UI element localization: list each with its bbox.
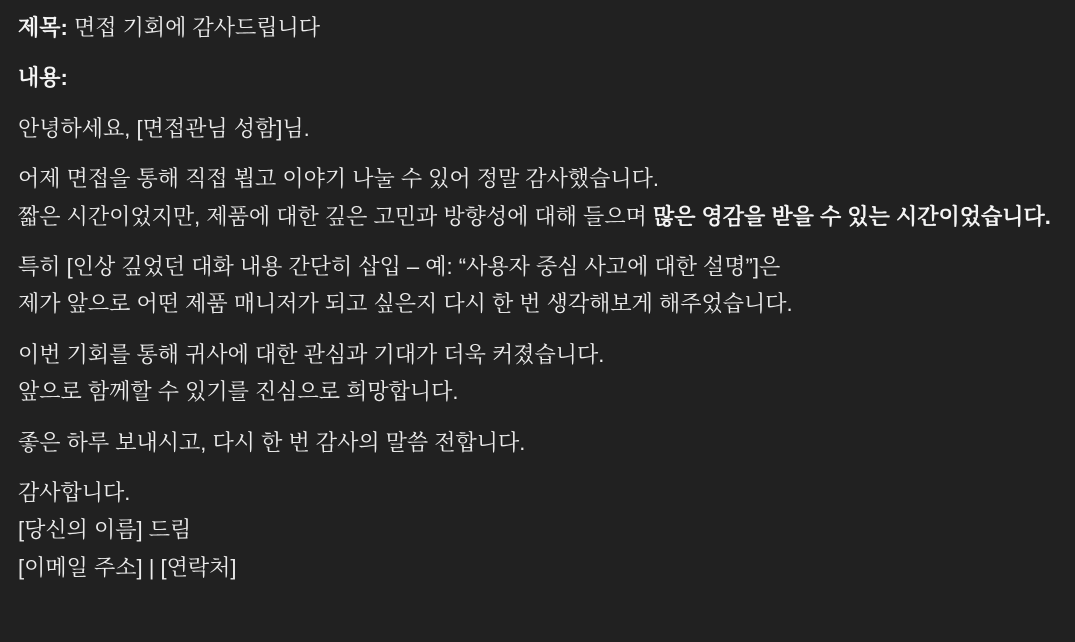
closing-text: 감사합니다. <box>18 479 131 505</box>
subject-line <box>18 9 1057 46</box>
body-label-line <box>18 59 1057 96</box>
impression-paragraph <box>18 248 1057 323</box>
greeting-text: 안녕하세요, [면접관님 성함]님. <box>18 115 310 141</box>
thanks-line2-normal: 짧은 시간이었지만, 제품에 대한 깊은 고민과 방향성에 대해 들으며 <box>18 203 653 229</box>
impression-line1: 특히 [인상 깊었던 대화 내용 간단히 삽입 – 예: “사용자 중심 사고에 대한 설명”]은 <box>18 253 781 279</box>
interest-line1: 이번 기회를 통해 귀사에 대한 관심과 기대가 더욱 커졌습니다. <box>18 341 605 367</box>
farewell-paragraph <box>18 424 1057 461</box>
greeting-paragraph <box>18 110 1057 147</box>
thanks-line1: 어제 면접을 통해 직접 뵙고 이야기 나눌 수 있어 정말 감사했습니다. <box>18 166 660 192</box>
email-template-document <box>18 9 1057 586</box>
subject-text: 면접 기회에 감사드립니다 <box>67 15 320 40</box>
thanks-paragraph <box>18 160 1057 235</box>
interest-paragraph <box>18 336 1057 411</box>
signature-paragraph <box>18 474 1057 586</box>
body-label: 내용: <box>18 65 68 91</box>
signature-name: [당신의 이름] 드림 <box>18 517 192 543</box>
interest-line2: 앞으로 함께할 수 있기를 진심으로 희망합니다. <box>18 379 459 405</box>
signature-contact: [이메일 주소] | [연락처] <box>18 554 237 580</box>
impression-line2: 제가 앞으로 어떤 제품 매니저가 되고 싶은지 다시 한 번 생각해보게 해주었습니다. <box>18 291 793 317</box>
farewell-text: 좋은 하루 보내시고, 다시 한 번 감사의 말씀 전합니다. <box>18 429 526 455</box>
subject-label: 제목: <box>18 15 68 40</box>
thanks-line2-bold: 많은 영감을 받을 수 있는 시간이었습니다. <box>652 203 1051 229</box>
